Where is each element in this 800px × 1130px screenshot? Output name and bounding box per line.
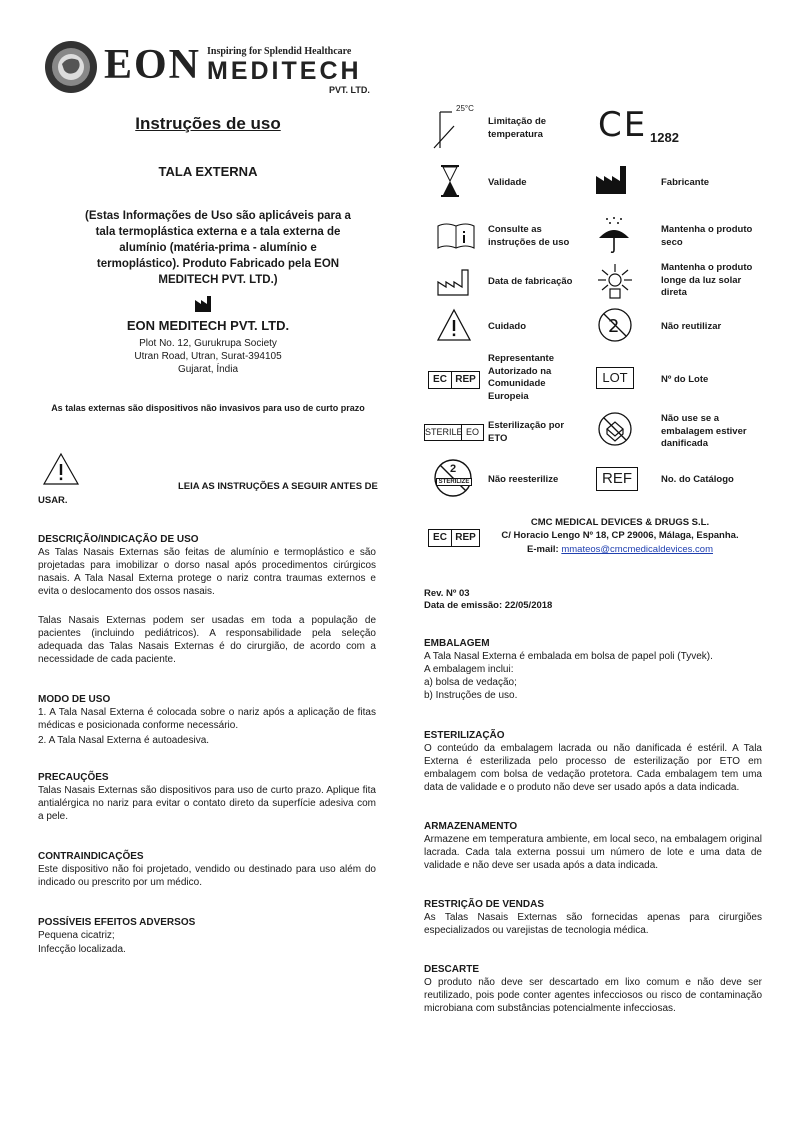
no-reuse-label: Não reutilizar	[661, 321, 722, 332]
damaged-package-icon	[597, 411, 633, 447]
section-disposal-text: O produto não deve ser descartado em lixo comum e não deve ser reutilizado, pois pode conter agentes infecciosos ou risco de contaminação microbiana com substâncias potencialmente infecciosas.	[424, 977, 762, 1014]
ce-mark-icon: CE	[598, 105, 648, 145]
no-resterilize-label: Não reesterilize	[488, 474, 559, 485]
sterilization-label: Esterilização por ETO	[488, 420, 565, 444]
no-resterilize-box: STERILIZE	[436, 478, 472, 486]
section-adverse-item-1: Pequena cicatriz;	[38, 930, 115, 941]
sterile-box-left: STERILE	[425, 425, 462, 440]
section-description-text-2: Talas Nasais Externas podem ser usadas em toda a população de pacientes (incluindo pediátricos). A responsabilidade pela seleção adequada das Talas Nasais Externas é do cirurgião, de acordo com a necessidade de cada paciente.	[38, 615, 376, 665]
svg-text:2: 2	[608, 316, 620, 337]
ec-rep-contact-box-left: EC	[429, 530, 452, 546]
section-precautions-heading: PRECAUÇÕES	[38, 772, 109, 783]
logo-brand: EON	[104, 42, 202, 88]
manufacturer-address-2: Utran Road, Utran, Surat-394105	[134, 351, 282, 362]
validity-label: Validade	[488, 177, 527, 188]
logo-tagline: Inspiring for Splendid Healthcare	[207, 46, 352, 57]
section-usage-step-2: 2. A Tala Nasal Externa é autoadesiva.	[38, 735, 210, 746]
warning-line-2: USAR.	[38, 495, 68, 506]
manufacturer-factory-icon	[596, 166, 630, 194]
manufacturer-icon	[195, 296, 215, 312]
consult-label: Consulte as instruções de uso	[488, 224, 570, 248]
book-info-icon	[436, 222, 476, 250]
lot-label: Nº do Lote	[661, 374, 709, 385]
sunlight-icon	[596, 262, 634, 300]
short-term-note: As talas externas são dispositivos não invasivos para uso de curto prazo	[51, 403, 365, 413]
company-logo	[44, 36, 374, 98]
damaged-label: Não use se a embalagem estiver danificada	[661, 413, 747, 449]
revision-date: Data de emissão: 22/05/2018	[424, 600, 553, 611]
mfg-date-icon	[436, 268, 474, 296]
ec-rep-box	[428, 371, 480, 389]
ce-number: 1282	[650, 130, 679, 145]
page-title: Instruções de uso	[135, 114, 281, 133]
sterile-eo-box	[424, 424, 484, 441]
section-storage-heading: ARMAZENAMENTO	[424, 821, 518, 832]
ec-rep-label: Representante Autorizado na Comunidade Europeia	[488, 353, 554, 402]
intro-text: (Estas Informações de Uso são aplicáveis para a tala termoplástica externa e a tala externa de alumínio (matéria-prima - alumínio e termoplástico). Produto Fabricado pela EON MEDITECH PVT. LTD.)	[85, 210, 351, 286]
section-packaging-line-2: A embalagem inclui:	[424, 664, 514, 675]
section-disposal-heading: DESCARTE	[424, 964, 480, 975]
section-packaging-heading: EMBALAGEM	[424, 638, 490, 649]
manufacturer-address-3: Gujarat, Índia	[177, 364, 239, 375]
ec-rep-email-link[interactable]: mmateos@cmcmedicaldevices.com	[561, 544, 713, 555]
no-resterilize-num: 2	[449, 463, 457, 475]
manufacturer-name: EON MEDITECH PVT. LTD.	[126, 318, 290, 333]
section-packaging-line-3: a) bolsa de vedação;	[424, 677, 517, 688]
temp-label: Limitação de temperatura	[488, 116, 547, 140]
caution-icon	[436, 308, 472, 342]
section-sales-text: As Talas Nasais Externas são fornecidas apenas para cirurgiões especializados ou varejistas de tecnologia médica.	[424, 912, 762, 936]
mfg-date-label: Data de fabricação	[488, 276, 573, 287]
section-storage-text: Armazene em temperatura ambiente, em local seco, na embalagem original lacrada. Cada tala externa possui um número de lote e uma data de validade e não deve ser usada após a data indicada.	[424, 834, 762, 871]
revision-number: Rev. Nº 03	[424, 588, 470, 599]
warning-line-1: LEIA AS INSTRUÇÕES A SEGUIR ANTES DE	[178, 481, 378, 492]
ref-box: REF	[596, 467, 638, 491]
dry-label: Mantenha o produto seco	[661, 224, 753, 248]
ec-rep-address: C/ Horacio Lengo Nº 18, CP 29006, Málaga, Espanha.	[501, 530, 739, 541]
section-description-heading: DESCRIÇÃO/INDICAÇÃO DE USO	[38, 534, 199, 545]
manufacturer-address-1: Plot No. 12, Gurukrupa Society	[139, 338, 277, 349]
no-resterilize-icon	[433, 458, 473, 498]
product-name: TALA EXTERNA	[158, 164, 258, 179]
section-description-text: As Talas Nasais Externas são feitas de alumínio e termoplástico e são projetadas para imobilizar o dorso nasal após procedimentos cirúrgicos nasais. A Tala Nasal Externa protege o nariz contra traumas externos e evita o deslocamento dos ossos nasais.	[38, 547, 376, 597]
manufacturer-label: Fabricante	[661, 177, 710, 188]
temp-value: 25°C	[456, 104, 474, 113]
ec-rep-email-label: E-mail:	[527, 544, 559, 555]
ec-rep-company: CMC MEDICAL DEVICES & DRUGS S.L.	[530, 517, 710, 528]
lot-box: LOT	[596, 367, 634, 389]
warning-icon	[42, 452, 80, 486]
logo-subtitle: MEDITECH	[207, 57, 362, 85]
section-packaging-line-1: A Tala Nasal Externa é embalada em bolsa de papel poli (Tyvek).	[424, 651, 713, 662]
ec-rep-box-left: EC	[429, 372, 452, 388]
globe-logo-icon	[44, 40, 98, 94]
umbrella-icon	[597, 216, 631, 254]
logo-suffix: PVT. LTD.	[329, 85, 370, 95]
catalog-label: No. do Catálogo	[661, 474, 734, 485]
section-adverse-item-2: Infecção localizada.	[38, 944, 126, 955]
section-sterilization-text: O conteúdo da embalagem lacrada ou não danificada é estéril. A Tala Externa é esterilizada pelo processo de esterilização por ETO em embalagem com bolsa de vedação protetora. Cada embalagem tem uma data de validade e o produto não deve ser usado após a data indicada.	[424, 743, 762, 793]
sterile-box-right: EO	[465, 427, 479, 437]
ec-rep-box-right: REP	[455, 374, 476, 385]
ec-rep-contact-box-right: REP	[455, 532, 476, 543]
hourglass-icon	[439, 165, 461, 197]
section-usage-heading: MODO DE USO	[38, 694, 111, 705]
ec-rep-email-line	[490, 544, 750, 557]
section-adverse-heading: POSSÍVEIS EFEITOS ADVERSOS	[38, 917, 196, 928]
section-contraindications-heading: CONTRAINDICAÇÕES	[38, 851, 144, 862]
section-contraindications-text: Este dispositivo não foi projetado, vendido ou destinado para uso além do indicado ou prescrito por um médico.	[38, 864, 376, 888]
section-packaging-line-4: b) Instruções de uso.	[424, 690, 518, 701]
section-sales-heading: RESTRIÇÃO DE VENDAS	[424, 899, 545, 910]
sunlight-label: Mantenha o produto longe da luz solar direta	[661, 262, 753, 298]
no-reuse-icon	[597, 307, 633, 343]
caution-label: Cuidado	[488, 321, 526, 332]
section-precautions-text: Talas Nasais Externas são dispositivos para uso de curto prazo. Aplique fita antialérgica no nariz para evitar o contato direto da superfície adesiva com a pele.	[38, 785, 376, 822]
section-usage-step-1: 1. A Tala Nasal Externa é colocada sobre o nariz após a aplicação de fitas médicas e posicionada conforme necessário.	[38, 707, 376, 731]
ec-rep-contact-box	[428, 529, 480, 547]
section-sterilization-heading: ESTERILIZAÇÃO	[424, 730, 505, 741]
